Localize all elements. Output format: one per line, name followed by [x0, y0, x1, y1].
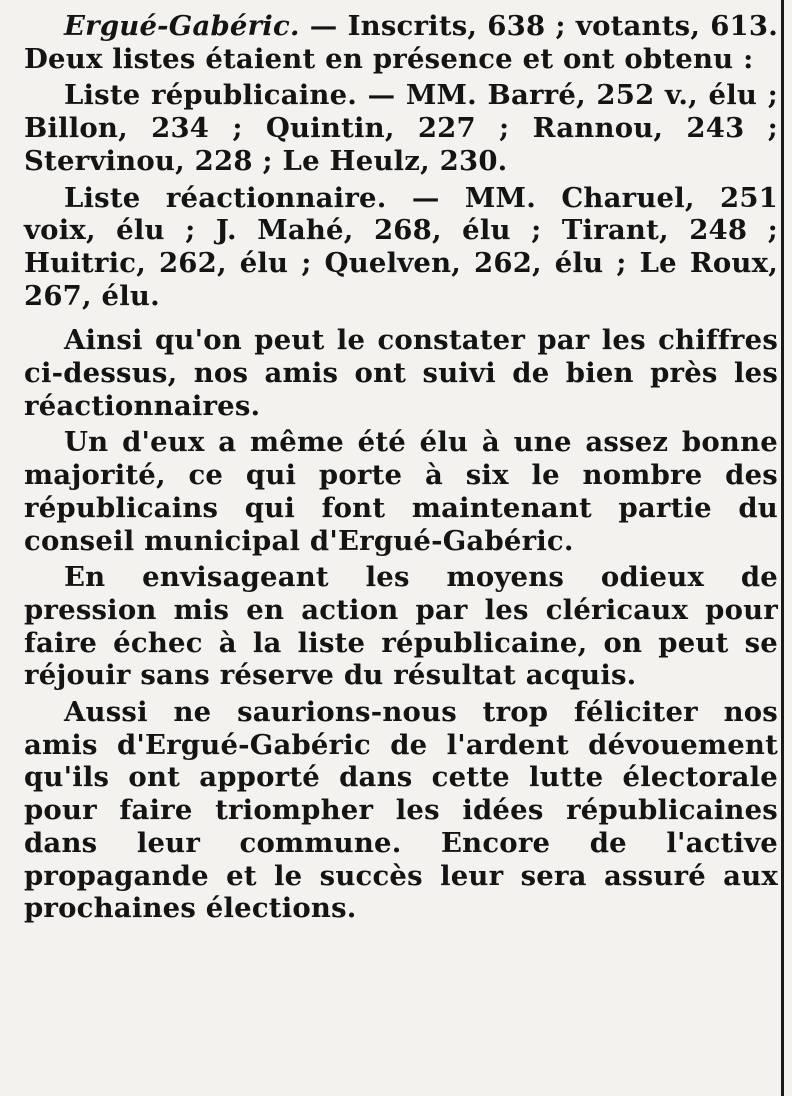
- article-column: [24, 10, 778, 925]
- paragraph-republican-list: Liste républicaine. — MM. Barré, 252 v., élu ; Billon, 234 ; Quintin, 227 ; Rannou, 243 ; Stervinou, 228 ; Le Heulz, 230.: [24, 79, 778, 177]
- results-summary: — Inscrits, 638 ; votants, 613. Deux listes étaient en présence et ont obtenu :: [24, 10, 778, 75]
- paragraph-congratulations: Aussi ne saurions-nous trop féliciter nos amis d'Ergué-Gabéric de l'ardent dévouement qu'ils ont apporté dans cette lutte électorale pour faire triompher les idées républicaines dans leur commune. Encore de l'active propagande et le succès leur sera assuré aux prochaines élections.: [24, 696, 778, 925]
- paragraph-majority: Un d'eux a même été élu à une assez bonne majorité, ce qui porte à six le nombre des républicains qui font maintenant partie du conseil municipal d'Ergué-Gabéric.: [24, 426, 778, 557]
- paragraph-comparison: Ainsi qu'on peut le constater par les chiffres ci-dessus, nos amis ont suivi de bien près les réactionnaires.: [24, 324, 778, 422]
- place-name: Ergué-Gabéric.: [64, 10, 300, 42]
- column-rule: [781, 0, 784, 1096]
- paragraph-results-header: [24, 10, 778, 75]
- paragraph-pressure: En envisageant les moyens odieux de pression mis en action par les cléricaux pour faire échec à la liste républicaine, on peut se réjouir sans réserve du résultat acquis.: [24, 561, 778, 692]
- paragraph-reactionary-list: Liste réactionnaire. — MM. Charuel, 251 voix, élu ; J. Mahé, 268, élu ; Tirant, 248 ; Huitric, 262, élu ; Quelven, 262, élu ; Le Roux, 267, élu.: [24, 181, 778, 312]
